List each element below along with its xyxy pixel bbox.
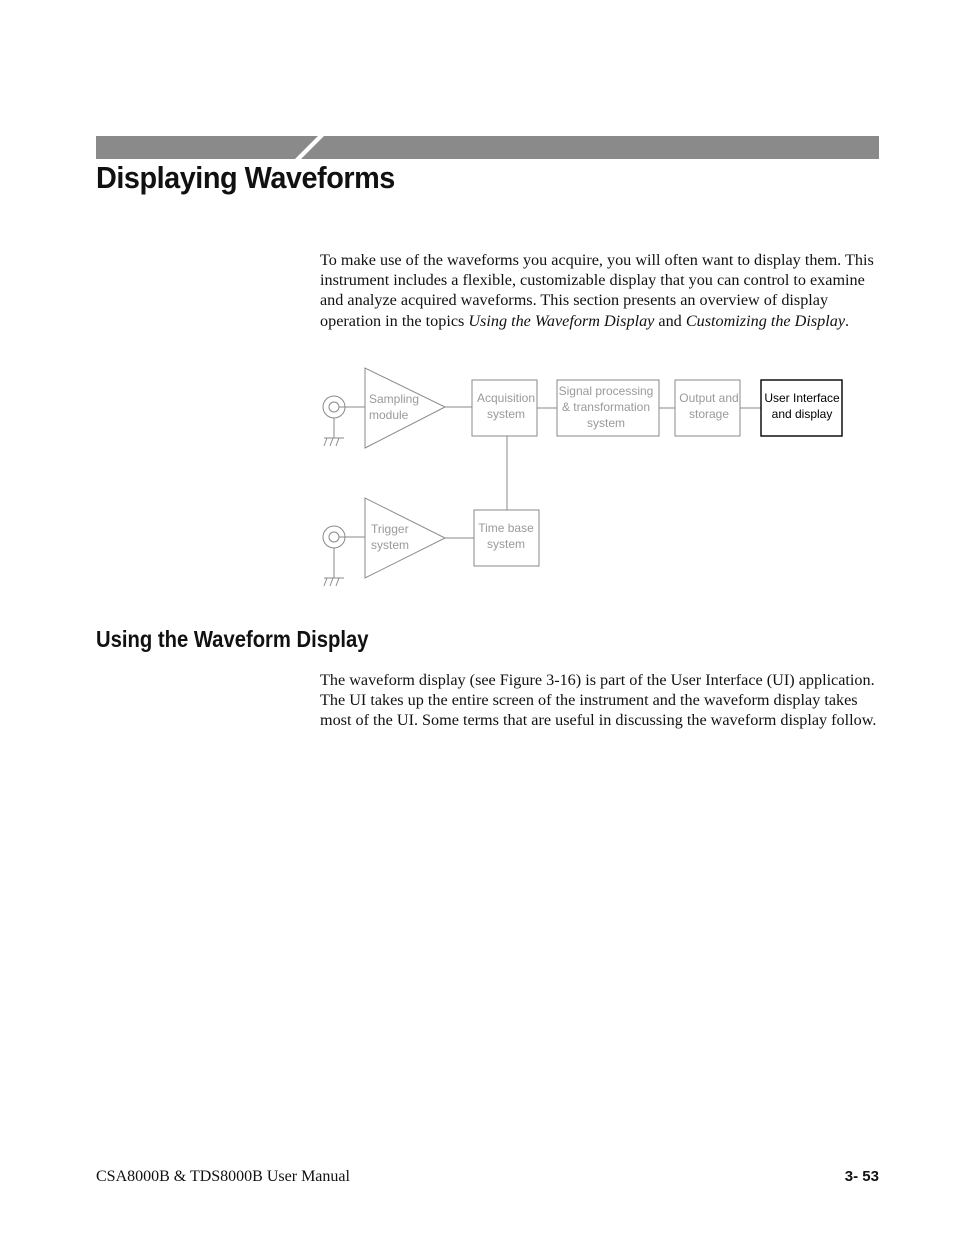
user-interface-label-2: and display — [771, 407, 833, 421]
footer-page-number: 3- 53 — [844, 1168, 879, 1185]
signal-processing-label-1: Signal processing — [558, 384, 654, 398]
signal-processing-label-3: system — [586, 416, 626, 430]
intro-paragraph: To make use of the waveforms you acquire, you will often want to display them. This instrument includes a flexible, customizable display that you can control to examine and analyze acquired waveforms. This section presents an overview of display operation in the topics Using the Waveform Display and Customizing the Display. — [320, 251, 874, 330]
chapter-header-bar — [96, 136, 879, 159]
sampling-module-label-1: Sampling — [369, 392, 420, 406]
topic-link-using-waveform-display: Using the Waveform Display — [468, 311, 655, 330]
time-base-label-2: system — [486, 537, 526, 551]
time-base-label-1: Time base — [478, 521, 534, 535]
trigger-connector-icon — [323, 526, 365, 586]
acquisition-label-1: Acquisition — [476, 391, 536, 405]
system-block-diagram — [315, 362, 855, 594]
signal-processing-label-2: & transformation — [561, 400, 651, 414]
user-interface-label-1: User Interface — [764, 391, 840, 405]
sampling-module-label-2: module — [369, 408, 409, 422]
topic-link-customizing-display: Customizing the Display — [685, 311, 846, 330]
section-title: Using the Waveform Display — [96, 626, 369, 652]
acquisition-label-2: system — [486, 407, 526, 421]
chapter-title: Displaying Waveforms — [96, 160, 395, 195]
trigger-system-label-1: Trigger — [371, 522, 409, 536]
output-storage-label-1: Output and — [679, 391, 739, 405]
waveform-display-paragraph: The waveform display (see Figure 3-16) is part of the User Interface (UI) application. The UI takes up the entire screen of the instrument and the waveform display takes most of the UI. Some terms that are useful in discussing the waveform display follow. — [320, 671, 877, 730]
output-storage-label-2: storage — [688, 407, 730, 421]
trigger-system-label-2: system — [371, 538, 410, 552]
input-connector-icon — [323, 396, 365, 446]
footer-manual-title: CSA8000B & TDS8000B User Manual — [96, 1168, 350, 1185]
